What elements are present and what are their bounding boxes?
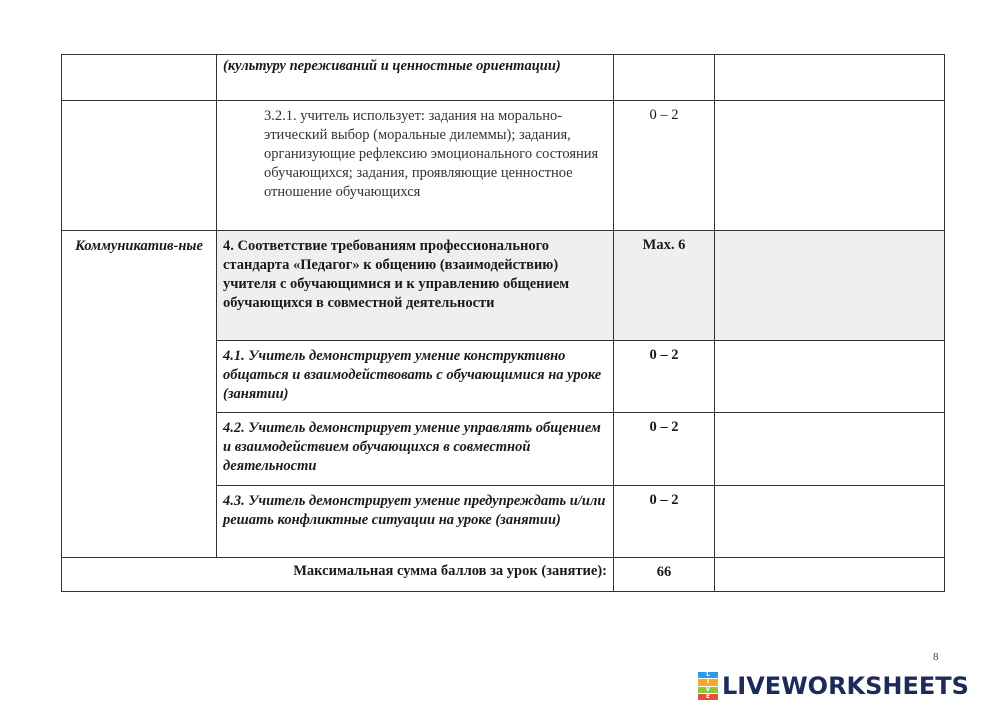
category-cell — [62, 55, 217, 101]
criterion-text: (культуру переживаний и ценностные ориентации) — [223, 58, 561, 74]
category-text: Коммуникатив-ные — [75, 238, 203, 254]
criterion-text: 4.1. Учитель демонстрирует умение конструктивно общаться и взаимодействовать с обучающимися на уроке (занятии) — [223, 348, 602, 402]
category-cell — [62, 101, 217, 231]
logo-text: LIVEWORKSHEETS — [722, 672, 969, 700]
total-score: 66 — [656, 564, 672, 580]
total-answer-cell[interactable] — [715, 558, 945, 592]
criterion-text: 4. Соответствие требованиям профессионального стандарта «Педагог» к общению (взаимодействию) учителя с обучающимися и к управлению общением обучающихся в совместной деятельности — [223, 238, 570, 311]
total-row — [62, 558, 945, 592]
answer-cell[interactable] — [715, 486, 945, 558]
criterion-cell — [217, 231, 614, 341]
score-cell — [614, 486, 715, 558]
score-cell — [614, 55, 715, 101]
answer-cell[interactable] — [715, 231, 945, 341]
table-row — [62, 101, 945, 231]
criterion-cell — [217, 413, 614, 486]
criterion-text: 4.3. Учитель демонстрирует умение предупреждать и/или решать конфликтные ситуации на уроке (занятии) — [223, 493, 606, 528]
score-cell — [614, 413, 715, 486]
score-text: 0 – 2 — [649, 347, 679, 363]
score-cell — [614, 101, 715, 231]
total-label: Максимальная сумма баллов за урок (занятие): — [293, 563, 607, 579]
liveworksheets-logo[interactable] — [698, 670, 969, 702]
logo-mark-icon: L I V E — [698, 672, 718, 700]
criterion-text: 3.2.1. учитель использует: задания на морально-этический выбор (моральные дилеммы); задания, организующие рефлексию эмоционального состояния обучающихся; задания, проявляющие ценностное отношение обучающихся — [264, 108, 599, 200]
score-cell — [614, 231, 715, 341]
criterion-cell — [217, 55, 614, 101]
table-row — [62, 231, 945, 341]
criterion-cell — [217, 341, 614, 413]
score-text — [614, 55, 714, 60]
total-label-cell — [62, 558, 614, 592]
table-row — [62, 55, 945, 101]
category-cell — [62, 231, 217, 558]
answer-cell[interactable] — [715, 101, 945, 231]
score-text: 0 – 2 — [649, 107, 679, 123]
total-score-cell — [614, 558, 715, 592]
criterion-cell — [217, 101, 614, 231]
answer-cell[interactable] — [715, 413, 945, 486]
score-cell — [614, 341, 715, 413]
criterion-cell — [217, 486, 614, 558]
answer-cell[interactable] — [715, 341, 945, 413]
score-text: 0 – 2 — [649, 492, 679, 508]
page-number: 8 — [933, 651, 939, 663]
criterion-text: 4.2. Учитель демонстрирует умение управлять общением и взаимодействием обучающихся в совместной деятельности — [223, 420, 601, 474]
answer-cell[interactable] — [715, 55, 945, 101]
score-text: Max. 6 — [642, 237, 686, 253]
evaluation-table — [61, 54, 945, 592]
score-text: 0 – 2 — [649, 419, 679, 435]
